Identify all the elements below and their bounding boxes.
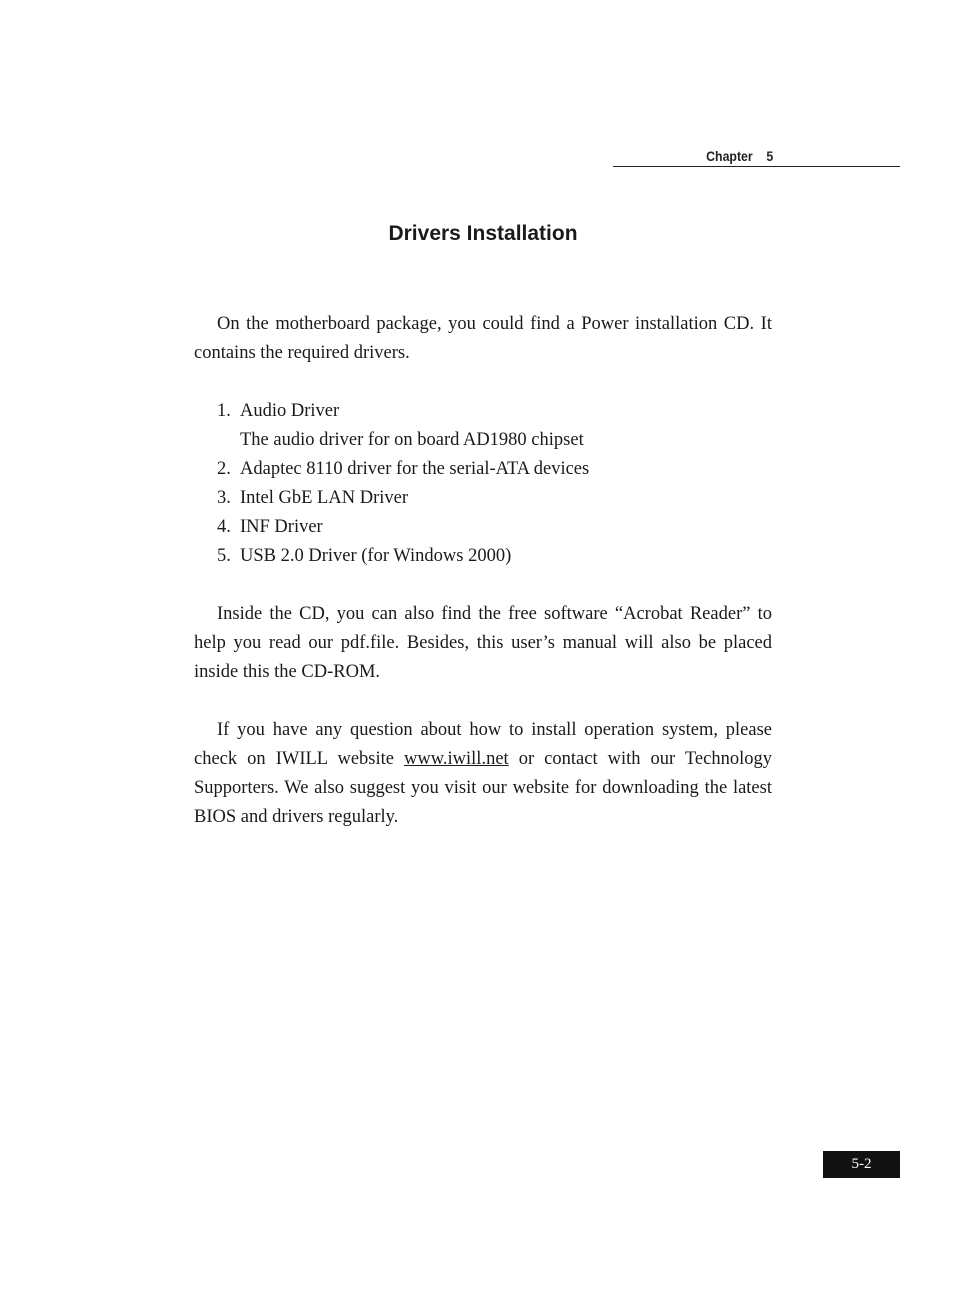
list-item-number: 4. [217, 517, 231, 537]
list-item-label: Adaptec 8110 driver for the serial-ATA devices [240, 459, 590, 479]
list-item [194, 455, 772, 484]
list-item [194, 513, 772, 542]
chapter-header [613, 148, 900, 167]
page-number: 5-2 [823, 1151, 900, 1178]
list-item-number: 1. [217, 401, 231, 421]
document-body [194, 310, 772, 832]
list-item-label: Intel GbE LAN Driver [240, 488, 408, 508]
list-item-label: Audio Driver [240, 401, 340, 421]
driver-list [194, 397, 772, 571]
website-link[interactable]: www.iwill.net [404, 749, 509, 769]
list-item [194, 542, 772, 571]
paragraph-spacer [194, 687, 772, 716]
list-item-number: 3. [217, 488, 231, 508]
intro-paragraph: On the motherboard package, you could find a Power installation CD. It contains the required drivers. [194, 314, 772, 363]
list-item-number: 2. [217, 459, 231, 479]
list-item-description: The audio driver for on board AD1980 chipset [240, 430, 584, 450]
list-item [194, 397, 772, 455]
list-item [194, 484, 772, 513]
chapter-label: Chapter 5 [705, 148, 773, 164]
list-item-number: 5. [217, 546, 231, 566]
list-item-label: USB 2.0 Driver (for Windows 2000) [240, 546, 512, 566]
support-paragraph [194, 716, 772, 832]
support-text-before-link: If you have any question about how to install operation system, please check on IWILL website [194, 720, 772, 769]
support-text-after-link: or contact with our Technology Supporters. We also suggest you visit our website for downloading the latest BIOS and drivers regularly. [194, 749, 772, 827]
list-item-label: INF Driver [240, 517, 323, 537]
page-title: Drivers Installation [388, 222, 578, 245]
acrobat-paragraph: Inside the CD, you can also find the free software “Acrobat Reader” to help you read our pdf.file. Besides, this user’s manual will also be placed inside this the CD-ROM. [194, 604, 772, 682]
